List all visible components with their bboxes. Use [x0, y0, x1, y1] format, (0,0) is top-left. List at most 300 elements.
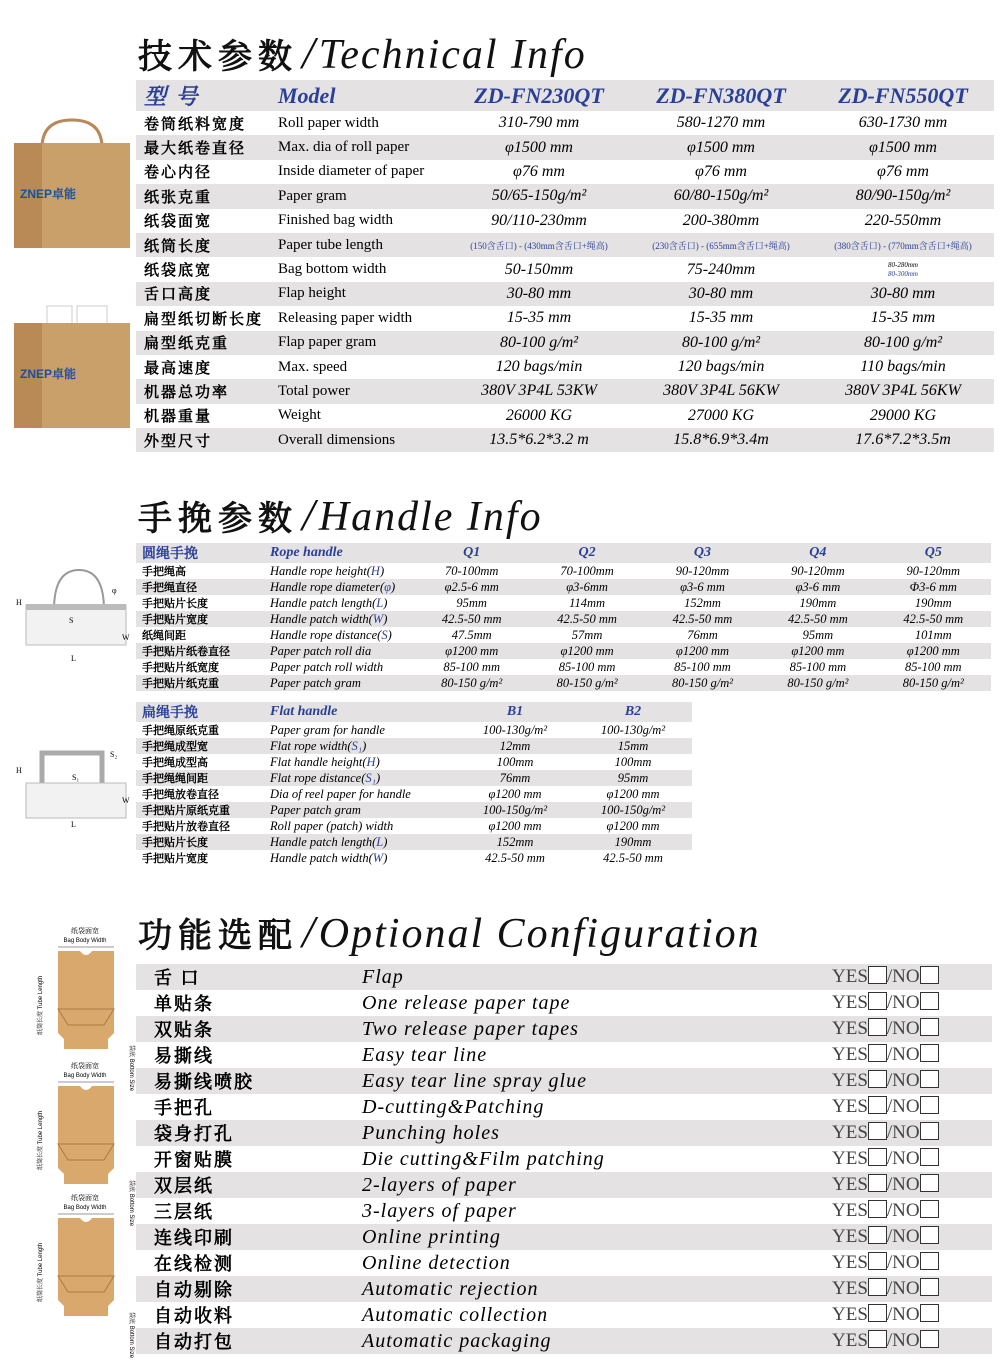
en-label: Flat rope distance — [270, 770, 362, 785]
param-en: Handle rope diameter(φ) — [270, 579, 414, 595]
option-en: 3-layers of paper — [362, 1198, 832, 1224]
param-en: Handle patch width(W) — [270, 611, 414, 627]
value: 75-240mm — [630, 257, 812, 281]
value: 310-790 mm — [448, 111, 630, 135]
no-label: /NO — [886, 1330, 920, 1351]
value: 190mm — [760, 595, 875, 611]
value: 30-80 mm — [448, 282, 630, 306]
value: 90-120mm — [876, 563, 991, 579]
param-en: Max. dia of roll paper — [278, 135, 448, 159]
yes-no-choice — [832, 1302, 992, 1328]
param-cn: 手把贴片原纸克重 — [136, 802, 270, 818]
param-en: Weight — [278, 404, 448, 428]
option-row — [136, 1016, 992, 1042]
no-label: /NO — [886, 1304, 920, 1325]
symbol: H — [366, 754, 376, 769]
param-en: Paper patch gram — [270, 675, 414, 691]
width-cn: 纸袋面宽 — [71, 927, 99, 935]
table-row — [136, 595, 991, 611]
yes-label: YES — [832, 1278, 868, 1299]
yes-no-choice — [832, 1224, 992, 1250]
title-cn: 技术参数 — [138, 39, 298, 76]
value: 90-120mm — [645, 563, 760, 579]
no-label: /NO — [886, 1200, 920, 1221]
no-checkbox[interactable] — [920, 966, 939, 984]
yes-checkbox[interactable] — [868, 1278, 887, 1296]
value: 80-150 g/m² — [414, 675, 529, 691]
param-en: Paper tube length — [278, 233, 448, 257]
no-checkbox[interactable] — [920, 1278, 939, 1296]
option-row — [136, 1068, 992, 1094]
header-cn: 圆绳手挽 — [136, 543, 270, 563]
title-en: Technical Info — [318, 32, 587, 78]
option-cn: 手把孔 — [136, 1094, 362, 1120]
value: 42.5-50 mm — [574, 850, 692, 866]
value: 220-550mm — [812, 209, 994, 233]
yes-label: YES — [832, 1174, 868, 1195]
yes-no-choice — [832, 1198, 992, 1224]
yes-checkbox[interactable] — [868, 1174, 887, 1192]
yes-checkbox[interactable] — [868, 1200, 887, 1218]
no-checkbox[interactable] — [920, 1304, 939, 1322]
table-row — [136, 184, 994, 208]
model-header: ZD-FN230QT — [448, 80, 630, 111]
option-row — [136, 964, 992, 990]
column-header: Q1 — [414, 543, 529, 563]
option-en: Automatic packaging — [362, 1328, 832, 1354]
param-en: Total power — [278, 379, 448, 403]
header-en: Rope handle — [270, 543, 414, 563]
value: φ3-6 mm — [645, 579, 760, 595]
option-cn: 易撕线 — [136, 1042, 362, 1068]
value: 85-100 mm — [645, 659, 760, 675]
yes-checkbox[interactable] — [868, 966, 887, 984]
column-header: B2 — [574, 702, 692, 722]
value: φ1500 mm — [812, 135, 994, 159]
value: 100-150g/m² — [456, 802, 574, 818]
option-cn: 在线检测 — [136, 1250, 362, 1276]
yes-no-choice — [832, 1042, 992, 1068]
en-label: Flat rope width — [270, 738, 348, 753]
table-row — [136, 563, 991, 579]
yes-label: YES — [832, 1226, 868, 1247]
table-row — [136, 834, 692, 850]
option-row — [136, 1198, 992, 1224]
value: 110 bags/min — [812, 355, 994, 379]
header-en: Flat handle — [270, 702, 456, 722]
value: 76mm — [645, 627, 760, 643]
svg-text:纸筒长度 Tube Length — [36, 976, 44, 1035]
optional-title: 功能选配/Optional Configuration — [138, 906, 761, 957]
brand-logo: ZNEP卓能 — [20, 367, 77, 381]
table-row — [136, 282, 994, 306]
flat-handle-bag-image — [12, 298, 130, 428]
value: 30-80 mm — [630, 282, 812, 306]
no-checkbox[interactable] — [920, 1122, 939, 1140]
no-checkbox[interactable] — [920, 1330, 939, 1348]
yes-no-choice — [832, 1172, 992, 1198]
width-en: Bag Body Width — [63, 1073, 107, 1079]
param-en: Flat rope distance(S₁) — [270, 770, 456, 786]
value: 380V 3P4L 56KW — [812, 379, 994, 403]
value: 80-100 g/m² — [812, 331, 994, 355]
yes-label: YES — [832, 992, 868, 1013]
title-cn: 手挽参数 — [138, 501, 298, 538]
yes-label: YES — [832, 1252, 868, 1273]
tube-en: Tube Length — [38, 1242, 44, 1277]
param-en: Overall dimensions — [278, 428, 448, 452]
option-en: Two release paper tapes — [362, 1016, 832, 1042]
bottom-en: Bottom Size — [128, 1325, 134, 1359]
table-row — [136, 786, 692, 802]
value: 13.5*6.2*3.2 m — [448, 428, 630, 452]
param-cn: 扁型纸切断长度 — [136, 306, 278, 330]
param-cn: 手把贴片宽度 — [136, 850, 270, 866]
table-row — [136, 428, 994, 452]
param-en: Releasing paper width — [278, 306, 448, 330]
param-cn: 手把绳绳间距 — [136, 770, 270, 786]
value: 60/80-150g/m² — [630, 184, 812, 208]
value: 29000 KG — [812, 404, 994, 428]
option-cn: 单贴条 — [136, 990, 362, 1016]
table-row — [136, 135, 994, 159]
yes-no-choice — [832, 1328, 992, 1354]
en-label: Handle rope distance — [270, 627, 378, 642]
yes-checkbox[interactable] — [868, 1096, 887, 1114]
tube-cn: 纸筒长度 — [38, 1145, 44, 1170]
value: φ76 mm — [630, 160, 812, 184]
yes-checkbox[interactable] — [868, 1330, 887, 1348]
value: 90/110-230mm — [448, 209, 630, 233]
yes-checkbox[interactable] — [868, 1148, 887, 1166]
table-header — [136, 702, 692, 722]
no-checkbox[interactable] — [920, 1200, 939, 1218]
column-header: Q3 — [645, 543, 760, 563]
value: 50-150mm — [448, 257, 630, 281]
symbol: S₁ — [351, 738, 363, 753]
en-label: Handle patch length — [270, 595, 373, 610]
param-en: Dia of reel paper for handle — [270, 786, 456, 802]
symbol: W — [372, 611, 384, 626]
value: 95mm — [760, 627, 875, 643]
value: φ1200 mm — [529, 643, 644, 659]
param-cn: 手把绳原纸克重 — [136, 722, 270, 738]
yes-checkbox[interactable] — [868, 1226, 887, 1244]
bottom-en: Bottom Size — [128, 1058, 134, 1092]
label-w: W — [122, 633, 130, 642]
header-cn: 扁绳手挽 — [136, 702, 270, 722]
no-checkbox[interactable] — [920, 1070, 939, 1088]
option-row — [136, 1276, 992, 1302]
yes-label: YES — [832, 1200, 868, 1221]
param-en: Roll paper width — [278, 111, 448, 135]
label-h: H — [16, 766, 22, 775]
yes-no-choice — [832, 1068, 992, 1094]
symbol: W — [372, 850, 384, 865]
option-en: 2-layers of paper — [362, 1172, 832, 1198]
no-checkbox[interactable] — [920, 1148, 939, 1166]
table-row — [136, 111, 994, 135]
value: 120 bags/min — [448, 355, 630, 379]
value: 101mm — [876, 627, 991, 643]
option-row — [136, 1120, 992, 1146]
yes-checkbox[interactable] — [868, 1018, 887, 1036]
value: 30-80 mm — [812, 282, 994, 306]
value: (230含舌口) - (655mm含舌口+绳高) — [630, 233, 812, 257]
no-label: /NO — [886, 1174, 920, 1195]
value: 90-120mm — [760, 563, 875, 579]
label-s2: S₂ — [110, 750, 118, 759]
param-cn: 手把贴片纸卷直径 — [136, 643, 270, 659]
flat-handle-diagram — [14, 745, 134, 835]
value: 100-150g/m² — [574, 802, 692, 818]
value: 80-150 g/m² — [529, 675, 644, 691]
value: 15.8*6.9*3.4m — [630, 428, 812, 452]
label-l: L — [71, 654, 76, 663]
value — [812, 257, 994, 281]
value: φ76 mm — [812, 160, 994, 184]
param-en: Handle patch length(L) — [270, 834, 456, 850]
optional-config-table — [136, 964, 992, 1354]
option-row — [136, 1094, 992, 1120]
technical-table — [136, 80, 994, 452]
value: φ1500 mm — [630, 135, 812, 159]
table-row — [136, 233, 994, 257]
table-row — [136, 818, 692, 834]
value: 42.5-50 mm — [876, 611, 991, 627]
bottom-cn: 袋底 — [128, 1045, 134, 1058]
table-row — [136, 306, 994, 330]
option-row — [136, 1172, 992, 1198]
option-row — [136, 990, 992, 1016]
yes-label: YES — [832, 1044, 868, 1065]
value: 95mm — [414, 595, 529, 611]
yes-checkbox[interactable] — [868, 1044, 887, 1062]
value: φ1200 mm — [574, 818, 692, 834]
model-header: ZD-FN550QT — [812, 80, 994, 111]
column-header: Q2 — [529, 543, 644, 563]
param-cn: 手把贴片宽度 — [136, 611, 270, 627]
value: 100-130g/m² — [574, 722, 692, 738]
title-en: Handle Info — [318, 494, 543, 540]
value: 100mm — [574, 754, 692, 770]
bag-dimension-diagram — [30, 925, 140, 1092]
no-checkbox[interactable] — [920, 1044, 939, 1062]
en-label: Handle patch width — [270, 611, 369, 626]
value: 80-150 g/m² — [760, 675, 875, 691]
table-row — [136, 643, 991, 659]
column-header: B1 — [456, 702, 574, 722]
yes-checkbox[interactable] — [868, 1252, 887, 1270]
no-label: /NO — [886, 1252, 920, 1273]
table-row — [136, 355, 994, 379]
option-row — [136, 1146, 992, 1172]
param-en: Flap height — [278, 282, 448, 306]
yes-checkbox[interactable] — [868, 992, 887, 1010]
label-s1: S₁ — [72, 773, 80, 782]
yes-no-choice — [832, 1094, 992, 1120]
yes-label: YES — [832, 1096, 868, 1117]
yes-label: YES — [832, 1304, 868, 1325]
value: 50/65-150g/m² — [448, 184, 630, 208]
param-cn: 最大纸卷直径 — [136, 135, 278, 159]
value: (150含舌口) - (430mm含舌口+绳高) — [448, 233, 630, 257]
table-row — [136, 754, 692, 770]
value: φ1500 mm — [448, 135, 630, 159]
param-cn: 手把绳高 — [136, 563, 270, 579]
yes-label: YES — [832, 966, 868, 987]
param-en: Roll paper (patch) width — [270, 818, 456, 834]
option-cn: 三层纸 — [136, 1198, 362, 1224]
en-label: Handle patch width — [270, 850, 369, 865]
option-en: Easy tear line — [362, 1042, 832, 1068]
param-cn: 纸袋底宽 — [136, 257, 278, 281]
value: 152mm — [456, 834, 574, 850]
symbol: H — [370, 563, 380, 578]
param-cn: 手把贴片纸克重 — [136, 675, 270, 691]
param-cn: 扁型纸克重 — [136, 331, 278, 355]
symbol: L — [376, 834, 384, 849]
no-checkbox[interactable] — [920, 1226, 939, 1244]
value-line: 80-280mm — [888, 260, 918, 269]
option-cn: 开窗贴膜 — [136, 1146, 362, 1172]
param-cn: 纸绳间距 — [136, 627, 270, 643]
yes-checkbox[interactable] — [868, 1070, 887, 1088]
param-cn: 舌口高度 — [136, 282, 278, 306]
param-cn: 机器重量 — [136, 404, 278, 428]
value: φ3-6mm — [529, 579, 644, 595]
yes-no-choice — [832, 1276, 992, 1302]
no-label: /NO — [886, 992, 920, 1013]
value: 80/90-150g/m² — [812, 184, 994, 208]
value: 42.5-50 mm — [760, 611, 875, 627]
option-cn: 易撕线喷胶 — [136, 1068, 362, 1094]
no-checkbox[interactable] — [920, 1096, 939, 1114]
param-en: Paper gram — [278, 184, 448, 208]
value: 190mm — [574, 834, 692, 850]
header-en: Model — [278, 80, 448, 111]
param-cn: 机器总功率 — [136, 379, 278, 403]
width-cn: 纸袋面宽 — [71, 1062, 99, 1070]
param-cn: 卷心内径 — [136, 160, 278, 184]
param-cn: 手把绳成型宽 — [136, 738, 270, 754]
en-label: Handle rope diameter — [270, 579, 380, 594]
value: 380V 3P4L 56KW — [630, 379, 812, 403]
bag-dimension-diagram — [30, 1060, 140, 1227]
symbol: S — [381, 627, 388, 642]
value: 200-380mm — [630, 209, 812, 233]
value-line: 80-300mm — [888, 269, 918, 278]
rope-handle-table — [136, 543, 991, 691]
no-checkbox[interactable] — [920, 1252, 939, 1270]
column-header: Q5 — [876, 543, 991, 563]
param-cn: 外型尺寸 — [136, 428, 278, 452]
value: φ1200 mm — [645, 643, 760, 659]
value: φ3-6 mm — [760, 579, 875, 595]
value: 80-150 g/m² — [876, 675, 991, 691]
param-en: Flat rope width(S₁) — [270, 738, 456, 754]
width-en: Bag Body Width — [63, 938, 107, 944]
value: φ1200 mm — [574, 786, 692, 802]
bottom-cn: 袋底 — [128, 1180, 134, 1193]
param-en: Handle patch length(L) — [270, 595, 414, 611]
value: 47.5mm — [414, 627, 529, 643]
symbol: φ — [384, 579, 392, 594]
param-en: Handle rope height(H) — [270, 563, 414, 579]
no-label: /NO — [886, 1070, 920, 1091]
label-phi: φ — [112, 586, 117, 595]
table-row — [136, 257, 994, 281]
value: 80-100 g/m² — [630, 331, 812, 355]
option-en: One release paper tape — [362, 990, 832, 1016]
no-checkbox[interactable] — [920, 1174, 939, 1192]
option-cn: 自动收料 — [136, 1302, 362, 1328]
no-checkbox[interactable] — [920, 992, 939, 1010]
value: 70-100mm — [414, 563, 529, 579]
yes-checkbox[interactable] — [868, 1122, 887, 1140]
no-checkbox[interactable] — [920, 1018, 939, 1036]
table-row — [136, 738, 692, 754]
value: 57mm — [529, 627, 644, 643]
title-en: Optional Configuration — [318, 911, 761, 957]
param-cn: 纸筒长度 — [136, 233, 278, 257]
value: 580-1270 mm — [630, 111, 812, 135]
option-en: D-cutting&Patching — [362, 1094, 832, 1120]
param-en: Inside diameter of paper — [278, 160, 448, 184]
no-label: /NO — [886, 1018, 920, 1039]
bottom-cn: 袋底 — [128, 1312, 134, 1325]
value: φ1200 mm — [876, 643, 991, 659]
option-en: Easy tear line spray glue — [362, 1068, 832, 1094]
option-en: Online printing — [362, 1224, 832, 1250]
table-row — [136, 379, 994, 403]
param-cn: 手把绳放卷直径 — [136, 786, 270, 802]
value: (380含舌口) - (770mm含舌口+绳高) — [812, 233, 994, 257]
value: 12mm — [456, 738, 574, 754]
yes-label: YES — [832, 1122, 868, 1143]
value: 120 bags/min — [630, 355, 812, 379]
value: 152mm — [645, 595, 760, 611]
param-en: Handle rope distance(S) — [270, 627, 414, 643]
param-cn: 纸袋面宽 — [136, 209, 278, 233]
value: 630-1730 mm — [812, 111, 994, 135]
table-row — [136, 160, 994, 184]
option-en: Automatic collection — [362, 1302, 832, 1328]
value: 80-100 g/m² — [448, 331, 630, 355]
param-cn: 手把绳直径 — [136, 579, 270, 595]
value: 85-100 mm — [760, 659, 875, 675]
label-h: H — [16, 598, 22, 607]
no-label: /NO — [886, 1096, 920, 1117]
option-cn: 连线印刷 — [136, 1224, 362, 1250]
label-w: W — [122, 796, 130, 805]
param-en: Handle patch width(W) — [270, 850, 456, 866]
value: 42.5-50 mm — [414, 611, 529, 627]
param-en: Flat handle height(H) — [270, 754, 456, 770]
value: 42.5-50 mm — [645, 611, 760, 627]
value: φ2.5-6 mm — [414, 579, 529, 595]
yes-no-choice — [832, 1016, 992, 1042]
value: 42.5-50 mm — [456, 850, 574, 866]
value: 85-100 mm — [414, 659, 529, 675]
value: φ1200 mm — [456, 818, 574, 834]
option-cn: 自动剔除 — [136, 1276, 362, 1302]
yes-no-choice — [832, 1250, 992, 1276]
width-en: Bag Body Width — [63, 1205, 107, 1211]
value: 80-150 g/m² — [645, 675, 760, 691]
yes-checkbox[interactable] — [868, 1304, 887, 1322]
value: 15-35 mm — [448, 306, 630, 330]
